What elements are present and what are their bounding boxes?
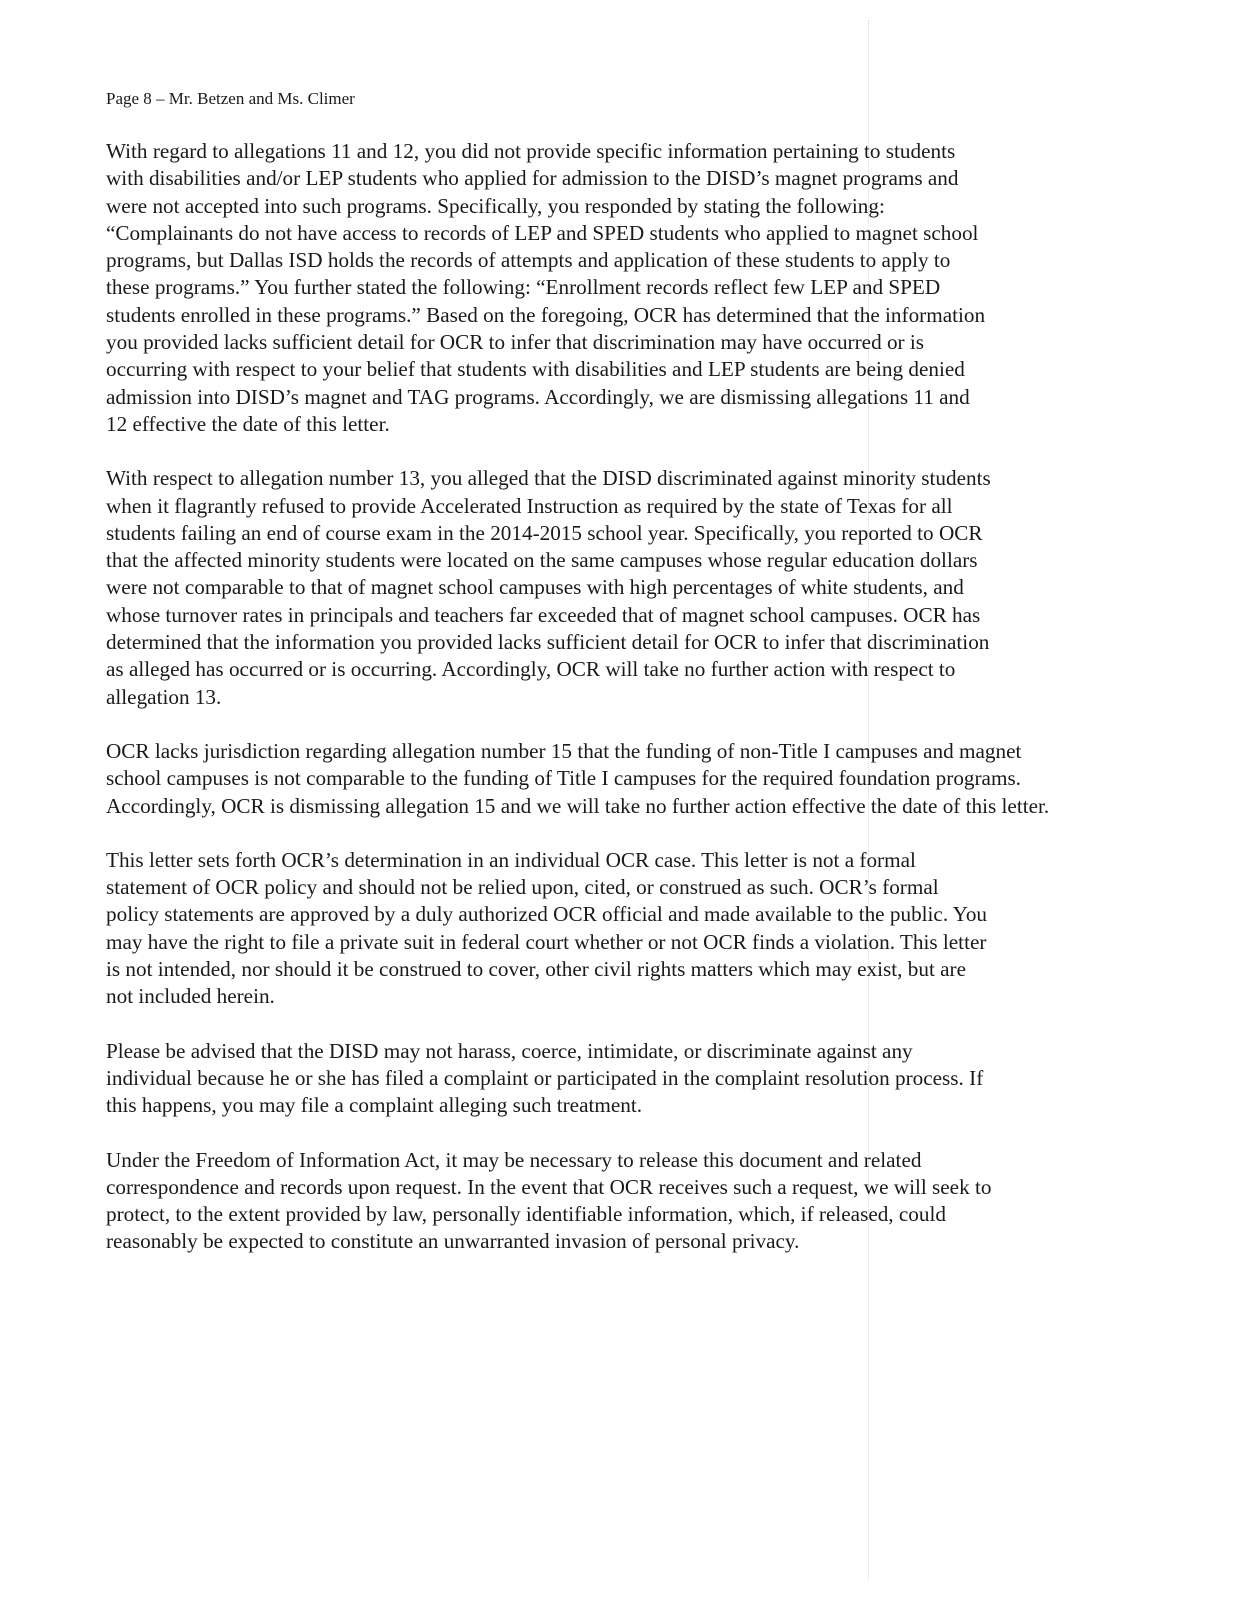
text-line: reasonably be expected to constitute an unwarranted invasion of personal privacy. [106,1229,800,1254]
text-line: statement of OCR policy and should not be relied upon, cited, or construed as such. OCR’s formal [106,875,939,900]
paragraph-foia-notice [106,1147,1196,1256]
text-line: is not intended, nor should it be construed to cover, other civil rights matters which may exist, but are [106,957,966,982]
text-line: these programs.” You further stated the following: “Enrollment records reflect few LEP and SPED [106,275,941,300]
text-line: school campuses is not comparable to the funding of Title I campuses for the required foundation programs. [106,766,1021,791]
text-line: Under the Freedom of Information Act, it may be necessary to release this document and related [106,1147,922,1172]
text-line: This letter sets forth OCR’s determination in an individual OCR case. This letter is not a formal [106,847,916,872]
text-line: that the affected minority students were located on the same campuses whose regular education dollars [106,548,978,573]
text-line: Accordingly, OCR is dismissing allegation 15 and we will take no further action effective the date of this letter. [106,793,1050,818]
text-line: programs, but Dallas ISD holds the records of attempts and application of these students to apply to [106,248,951,273]
text-line: whose turnover rates in principals and teachers far exceeded that of magnet school campuses. OCR has [106,602,981,627]
paragraph-allegation-15 [106,738,1196,820]
letter-body [106,138,1196,1283]
text-line: you provided lacks sufficient detail for OCR to infer that discrimination may have occurred or is [106,330,925,355]
paragraph-allegations-11-12 [106,138,1196,438]
text-line: correspondence and records upon request. In the event that OCR receives such a request, we will seek to [106,1174,992,1199]
text-line: this happens, you may file a complaint alleging such treatment. [106,1093,643,1118]
text-line: may have the right to file a private suit in federal court whether or not OCR finds a violation. This letter [106,929,987,954]
text-line: as alleged has occurred or is occurring. Accordingly, OCR will take no further action with respect to [106,657,956,682]
text-line: students enrolled in these programs.” Based on the foregoing, OCR has determined that the information [106,302,986,327]
text-line: determined that the information you provided lacks sufficient detail for OCR to infer that discrimination [106,630,990,655]
text-line: individual because he or she has filed a complaint or participated in the complaint resolution process. If [106,1065,984,1090]
text-line: occurring with respect to your belief that students with disabilities and LEP students are being denied [106,357,965,382]
text-line: admission into DISD’s magnet and TAG programs. Accordingly, we are dismissing allegations 11 and [106,384,970,409]
paragraph-retaliation-notice [106,1038,1196,1120]
paragraph-determination-notice [106,847,1196,1011]
text-line: With regard to allegations 11 and 12, you did not provide specific information pertaining to students [106,139,956,163]
text-line: with disabilities and/or LEP students who applied for admission to the DISD’s magnet programs and [106,166,959,191]
text-line: With respect to allegation number 13, you alleged that the DISD discriminated against minority students [106,466,991,491]
text-line: protect, to the extent provided by law, personally identifiable information, which, if released, could [106,1202,946,1227]
text-line: were not accepted into such programs. Specifically, you responded by stating the following: [106,193,885,218]
text-line: were not comparable to that of magnet school campuses with high percentages of white students, and [106,575,964,600]
text-line: policy statements are approved by a duly authorized OCR official and made available to the public. You [106,902,988,927]
text-line: 12 effective the date of this letter. [106,411,390,436]
text-line: “Complainants do not have access to records of LEP and SPED students who applied to magnet school [106,220,979,245]
text-line: not included herein. [106,984,275,1009]
page-header: Page 8 – Mr. Betzen and Ms. Climer [106,89,355,108]
text-line: students failing an end of course exam in the 2014-2015 school year. Specifically, you reported to OCR [106,520,983,545]
text-line: when it flagrantly refused to provide Accelerated Instruction as required by the state of Texas for all [106,493,953,518]
text-line: Please be advised that the DISD may not harass, coerce, intimidate, or discriminate against any [106,1038,913,1063]
text-line: OCR lacks jurisdiction regarding allegation number 15 that the funding of non-Title I campuses and magnet [106,738,1022,763]
text-line: allegation 13. [106,684,222,709]
paragraph-allegation-13 [106,465,1196,711]
